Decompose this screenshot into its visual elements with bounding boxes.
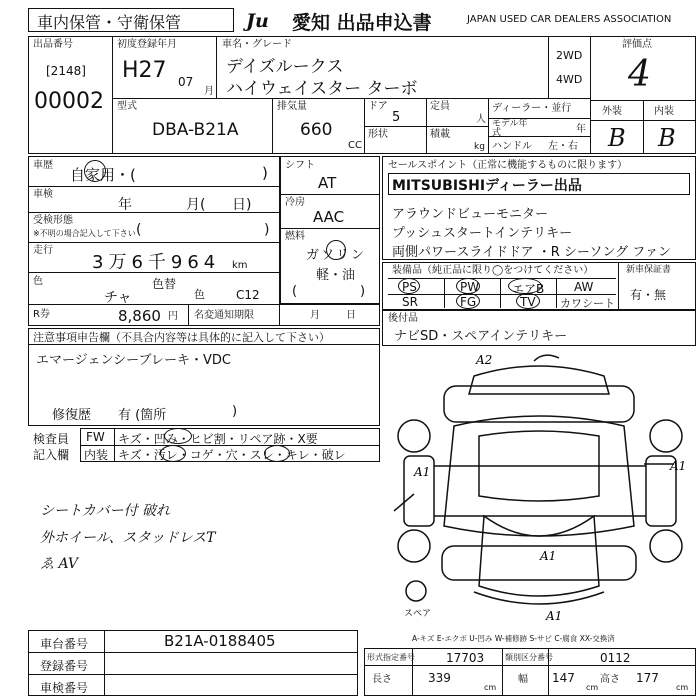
- car-damage-diagram: [384, 346, 698, 626]
- lot-number: 00002: [34, 89, 104, 114]
- registration-year: H27: [122, 58, 167, 83]
- vehicle-history: 自家用・(: [70, 166, 136, 184]
- body-color: チャ: [104, 290, 132, 306]
- equip-fg: FG: [460, 295, 477, 309]
- selling-point-3: プッシュスタートインテリキー: [392, 226, 573, 241]
- lot-small-code: [2148]: [46, 64, 86, 78]
- car-name: デイズルークス: [226, 57, 344, 77]
- damage-mark-a1-bumper: A1: [546, 609, 563, 623]
- selling-point-2: アラウンドビューモニター: [392, 207, 549, 222]
- association-name: JAPAN USED CAR DEALERS ASSOCIATION: [467, 14, 672, 25]
- notes-line-1: エマージェンシーブレーキ・VDC: [36, 353, 231, 368]
- aircon-type: AAC: [313, 208, 345, 226]
- interior-grade: B: [658, 124, 676, 152]
- grade-score: 4: [628, 54, 651, 95]
- fw-checklist: キズ・凹み・ヒビ割・リペア跡・X要: [118, 432, 318, 446]
- shift-type: AT: [318, 174, 337, 192]
- equip-tv: TV: [520, 295, 536, 309]
- spare-label: スペア: [404, 609, 432, 619]
- displacement: 660: [300, 120, 333, 140]
- width-value: 147: [552, 671, 575, 685]
- height-value: 177: [636, 671, 659, 685]
- airbag-circle-mark: [508, 278, 542, 294]
- selling-point-1: MITSUBISHIディーラー出品: [392, 178, 582, 194]
- scuff-circle-mark: [264, 445, 290, 462]
- damage-mark-a1-left: A1: [414, 465, 431, 479]
- door-count: 5: [392, 110, 401, 125]
- equip-airbag: エアB: [512, 282, 545, 296]
- car-grade: ハイウェイスター ターボ: [226, 79, 418, 99]
- auction-sheet: 車内保管・守衛保管 Ju 愛知 出品申込書 JAPAN USED CAR DEALERS ASSOCIATION 出品番号 [2148] 00002 初度登録年月 H27 07 月 車名・グレード デイズルークス ハイウェイスター ターボ 2WD 4WD 評価点 4 外装 内装 B B 型式 DBA-B21A 排気量 660 CC ドア 5 形状 定員 人 積載 kg ディーラー・並行 モデル年式 年 ハンドル 左・右 車歴 自家用・( ) 車検 年 月( 日) 受検形態 ※不明の場合記入して下さい ( ) 走行 3万6千964 km 色 チャ 色替 色 C12 R券 8,860 円 シフト AT 冷房 AAC 燃料 ガソリン 軽・油 ( ) 名変通知期限 月 日 セールスポイント（正常に機能するものに限ります） MITSUBISHIディーラー出品 アラウンドビューモニター プッシュスタートインテリキー 両側パワースライドドア ・R シーソング ファン 装備品（純正品に限り◯をつけてください） 新車保証書 有・無 PS PW エアB AW SR FG TV カワシート 後付品 ナビSD・スペアインテリキー 注意事項申告欄（不具合内容等は具体的に記入して下さい） エマージェンシーブレーキ・VDC 修復歴 有 (箇所 ) 検査員 記入欄 FW キズ・凹み・ヒビ割・リペア跡・X要 内装 キズ・汚レ・コゲ・穴・スレ・キレ・破レ シートカバー付 破れ 外ホイール、スタッドレスT ゑ AV A2 A1 A1 A1 A1 スペア A-キズ E-エクボ U-凹み W-補修跡 S-サビ C-腐食 XX-交換済 車台番号 B21A-0188405 登録番号 車検番号 形式指定番号 17703 類別区分番号 0112 長さ 339 cm 幅 147 cm 高さ 177 cm: [0, 0, 700, 700]
- length-value: 339: [428, 671, 451, 685]
- handwritten-note-3: ゑ AV: [40, 556, 78, 572]
- storage-badge: 車内保管・守衛保管: [28, 8, 234, 32]
- recycle-fee: 8,860: [118, 307, 161, 325]
- handwritten-note-1: シートカバー付 破れ: [40, 503, 171, 519]
- grade-label: 評価点: [622, 39, 652, 50]
- pw-circle-mark: [456, 278, 480, 294]
- fg-circle-mark: [456, 293, 480, 309]
- type-designation: 17703: [446, 651, 485, 665]
- stain-circle-mark: [160, 445, 186, 462]
- chassis-number: B21A-0188405: [164, 632, 276, 650]
- exterior-grade: B: [608, 124, 626, 152]
- equip-aw: AW: [574, 280, 594, 294]
- interior-checklist: キズ・汚レ・コゲ・穴・スレ・キレ・破レ: [118, 448, 346, 462]
- repair-history: 有 (箇所: [118, 408, 167, 423]
- mileage: 3万6千964: [92, 252, 221, 273]
- handwritten-note-2: 外ホイール、スタッドレスT: [40, 530, 216, 546]
- sheet-title: 愛知 出品申込書: [292, 12, 432, 34]
- registration-month: 07: [178, 75, 194, 89]
- ju-logo: Ju: [246, 10, 269, 32]
- ps-circle-mark: [398, 278, 420, 294]
- fuel-circle-mark: [326, 240, 346, 260]
- equip-leather-seat: カワシート: [560, 297, 615, 310]
- model-label: 型式: [117, 101, 137, 112]
- selling-point-4: 両側パワースライドドア ・R シーソング ファン: [392, 245, 671, 260]
- history-circle-mark: [84, 160, 106, 182]
- damage-mark-a2: A2: [476, 353, 493, 367]
- dent-circle-mark: [164, 428, 192, 444]
- equip-pw: PW: [460, 280, 480, 294]
- equip-ps: PS: [402, 280, 417, 294]
- lot-label: 出品番号: [33, 39, 73, 50]
- car-name-label: 車名・グレード: [222, 39, 292, 50]
- new-car-warranty: 有・無: [630, 288, 667, 302]
- damage-mark-a1-rear: A1: [540, 549, 557, 563]
- class-number: 0112: [600, 651, 631, 665]
- color-code: C12: [236, 288, 260, 302]
- tv-circle-mark: [516, 293, 540, 309]
- equip-sr: SR: [402, 295, 418, 309]
- model-code: DBA-B21A: [152, 120, 239, 140]
- aftermarket-items: ナビSD・スペアインテリキー: [394, 329, 568, 344]
- damage-legend: A-キズ E-エクボ U-凹み W-補修跡 S-サビ C-腐食 XX-交換済: [412, 634, 615, 643]
- fuel-type: ガソリン: [306, 248, 367, 263]
- damage-mark-a1-right: A1: [670, 459, 687, 473]
- registration-label: 初度登録年月: [117, 39, 177, 50]
